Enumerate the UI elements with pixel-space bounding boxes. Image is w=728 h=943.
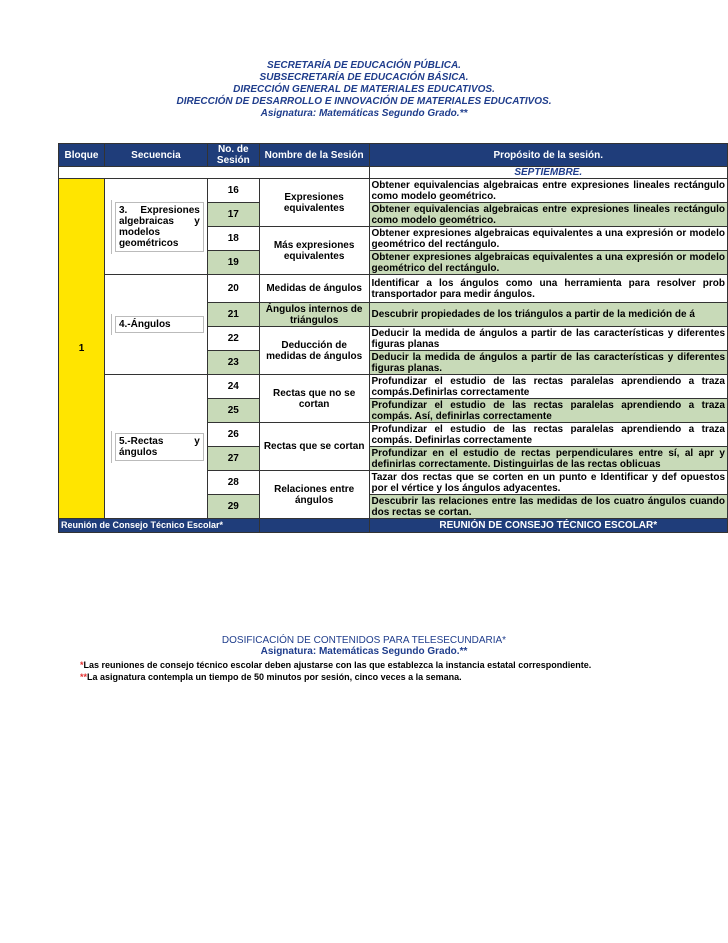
dosificacion-table	[58, 143, 728, 533]
session-number: 26	[207, 423, 259, 447]
notes	[80, 659, 591, 683]
footer-right: REUNIÓN DE CONSEJO TÉCNICO ESCOLAR*	[369, 519, 728, 533]
session-purpose: Deducir la medida de ángulos a partir de las características y diferentes figuras planas	[369, 327, 728, 351]
header-line-4: DIRECCIÓN DE DESARROLLO E INNOVACIÓN DE MATERIALES EDUCATIVOS.	[176, 96, 552, 107]
table-row	[59, 275, 728, 303]
session-number: 19	[207, 251, 259, 275]
session-name: Medidas de ángulos	[259, 275, 369, 303]
session-purpose: Identificar a los ángulos como una herramienta para resolver prob transportador para medir ángulos.	[369, 275, 728, 303]
secuencia-cell	[104, 375, 207, 519]
session-name: Relaciones entre ángulos	[259, 471, 369, 519]
col-sesion: No. de Sesión	[207, 144, 259, 167]
note-text: La asignatura contempla un tiempo de 50 minutos por sesión, cinco veces a la semana.	[87, 672, 462, 682]
session-purpose: Profundizar el estudio de las rectas paralelas aprendiendo a traza compás. Definirlas correctamente	[369, 423, 728, 447]
session-number: 23	[207, 351, 259, 375]
dosificacion-subject: Asignatura: Matemáticas Segundo Grado.**	[260, 646, 468, 657]
col-bloque: Bloque	[59, 144, 105, 167]
col-nombre: Nombre de la Sesión	[259, 144, 369, 167]
session-purpose: Descubrir propiedades de los triángulos a partir de la medición de á	[369, 303, 728, 327]
session-number: 28	[207, 471, 259, 495]
secuencia-cell	[104, 179, 207, 275]
session-name: Expresiones equivalentes	[259, 179, 369, 227]
dosificacion-title: DOSIFICACIÓN DE CONTENIDOS PARA TELESECUNDARIA*	[221, 635, 507, 646]
footer-gap	[259, 519, 369, 533]
session-name: Rectas que se cortan	[259, 423, 369, 471]
session-name: Ángulos internos de triángulos	[259, 303, 369, 327]
session-number: 20	[207, 275, 259, 303]
dosificacion-caption	[0, 635, 728, 657]
session-number: 22	[207, 327, 259, 351]
note-mark: *	[80, 660, 84, 670]
session-name: Rectas que no se cortan	[259, 375, 369, 423]
month-row-blank	[59, 167, 370, 179]
session-number: 17	[207, 203, 259, 227]
header-line-3: DIRECCIÓN GENERAL DE MATERIALES EDUCATIVOS.	[233, 84, 495, 95]
session-purpose: Profundizar en el estudio de rectas perpendiculares entre sí, al apr y definirlas correctamente. Distinguirlas de las rectas oblicuas	[369, 447, 728, 471]
session-number: 27	[207, 447, 259, 471]
month-row	[59, 167, 728, 179]
secuencia-label: 5.-Rectas y ángulos	[115, 433, 204, 461]
document-header	[0, 60, 728, 120]
session-purpose: Profundizar el estudio de las rectas paralelas aprendiendo a traza compás.Definirlas correctamente	[369, 375, 728, 399]
header-line-1: SECRETARÍA DE EDUCACIÓN PÚBLICA.	[267, 60, 461, 71]
session-name: Deducción de medidas de ángulos	[259, 327, 369, 375]
session-number: 16	[207, 179, 259, 203]
session-purpose: Obtener equivalencias algebraicas entre expresiones lineales rectángulo como modelo geométrico.	[369, 179, 728, 203]
month-label: SEPTIEMBRE.	[369, 167, 728, 179]
session-purpose: Obtener expresiones algebraicas equivalentes a una expresión or modelo geométrico del rectángulo.	[369, 251, 728, 275]
note-text: Las reuniones de consejo técnico escolar deben ajustarse con las que establezca la instancia estatal correspondiente.	[83, 660, 592, 670]
session-purpose: Deducir la medida de ángulos a partir de las características y diferentes figuras planas.	[369, 351, 728, 375]
secuencia-label: 3. Expresiones algebraicas y modelos geométricos	[115, 202, 204, 252]
header-line-2: SUBSECRETARÍA DE EDUCACIÓN BÁSICA.	[259, 72, 469, 83]
session-name: Más expresiones equivalentes	[259, 227, 369, 275]
session-purpose: Tazar dos rectas que se corten en un punto e Identificar y def opuestos por el vértice y los ángulos adyacentes.	[369, 471, 728, 495]
note-1	[80, 659, 591, 671]
session-purpose: Descubrir las relaciones entre las medidas de los cuatro ángulos cuando dos rectas se cortan.	[369, 495, 728, 519]
session-number: 24	[207, 375, 259, 399]
bloque-cell: 1	[59, 179, 105, 519]
note-mark: **	[80, 672, 88, 682]
session-purpose: Obtener equivalencias algebraicas entre expresiones lineales rectángulo como modelo geométrico.	[369, 203, 728, 227]
session-purpose: Obtener expresiones algebraicas equivalentes a una expresión or modelo geométrico del rectángulo.	[369, 227, 728, 251]
col-proposito: Propósito de la sesión.	[369, 144, 728, 167]
session-number: 29	[207, 495, 259, 519]
note-2	[80, 671, 591, 683]
table-row	[59, 375, 728, 399]
secuencia-cell	[104, 275, 207, 375]
secuencia-label: 4.-Ángulos	[115, 316, 204, 333]
footer-row	[59, 519, 728, 533]
session-purpose: Profundizar el estudio de las rectas paralelas aprendiendo a traza compás. Así, definirlas correctamente	[369, 399, 728, 423]
table-row	[59, 179, 728, 203]
session-number: 25	[207, 399, 259, 423]
session-number: 18	[207, 227, 259, 251]
footer-left: Reunión de Consejo Técnico Escolar*	[59, 519, 260, 533]
header-subject: Asignatura: Matemáticas Segundo Grado.**	[260, 108, 468, 119]
col-secuencia: Secuencia	[104, 144, 207, 167]
session-number: 21	[207, 303, 259, 327]
table-header-row	[59, 144, 728, 167]
